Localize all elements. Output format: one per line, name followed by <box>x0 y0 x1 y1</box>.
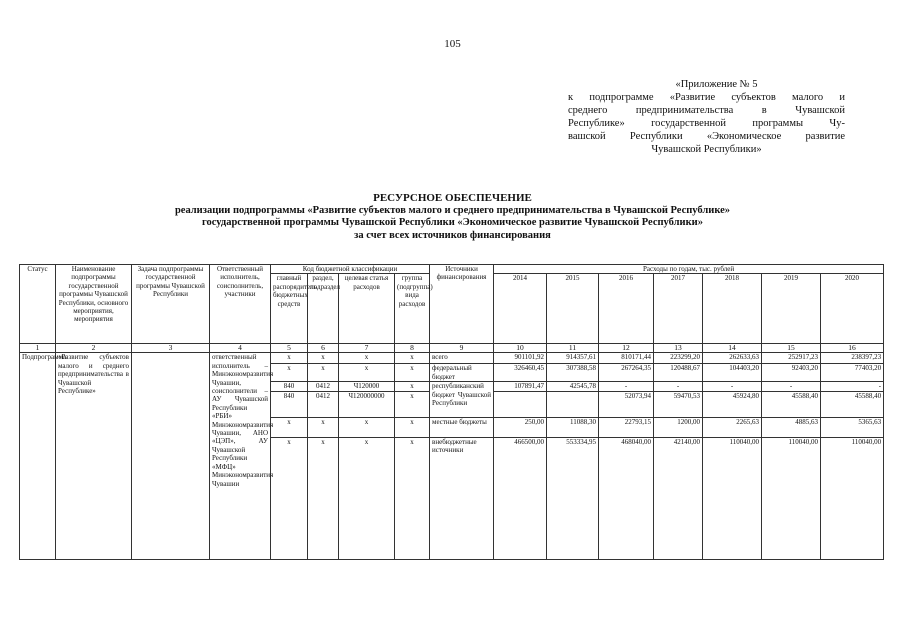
column-number: 16 <box>821 344 884 353</box>
source-cell: местные бюджеты <box>430 417 494 437</box>
header-expenses: Расходы по годам, тыс. рублей <box>494 265 884 274</box>
header-year: 2016 <box>599 274 654 344</box>
header-name: Наименование подпрограммы государственной программы Чувашской Республики, основного мероприятия, мероприятия <box>56 265 132 344</box>
column-number: 1 <box>20 344 56 353</box>
value-cell: - <box>762 382 821 391</box>
value-cell: 553334,95 <box>547 437 599 559</box>
value-cell: 466500,00 <box>494 437 547 559</box>
appendix-note <box>568 78 845 156</box>
page-number: 105 <box>444 38 461 50</box>
value-cell: 45588,40 <box>821 391 884 417</box>
executor-cell: ответственный исполнитель – Минэкономразвития Чувашии, соисполнители – АУ Чувашской Республики «РБИ» Минэкономразвития Чувашии, АНО «ЦЭП», АУ Чувашской Республики «МФЦ» Минэкономразвития Чувашии <box>210 353 271 559</box>
header-year: 2014 <box>494 274 547 344</box>
title-line: РЕСУРСНОЕ ОБЕСПЕЧЕНИЕ <box>373 192 532 204</box>
grbs-cell: x <box>271 417 308 437</box>
value-cell: 110040,00 <box>821 437 884 559</box>
resource-table <box>19 264 884 560</box>
value-cell <box>547 391 599 417</box>
value-cell: 2265,63 <box>703 417 762 437</box>
value-cell: 238397,23 <box>821 353 884 364</box>
source-cell: всего <box>430 353 494 364</box>
status-cell: Подпрограмма <box>20 353 56 559</box>
column-number: 8 <box>395 344 430 353</box>
header-task: Задача подпрограммы государственной программы Чувашской Республики <box>132 265 210 344</box>
header-group: группа (подгруппа) вида расходов <box>395 274 430 344</box>
column-number: 6 <box>308 344 339 353</box>
value-cell: 59470,53 <box>654 391 703 417</box>
column-number: 7 <box>339 344 395 353</box>
grbs-cell: x <box>271 353 308 364</box>
header-year: 2018 <box>703 274 762 344</box>
column-number: 5 <box>271 344 308 353</box>
value-cell: 4885,63 <box>762 417 821 437</box>
header-year: 2015 <box>547 274 599 344</box>
column-numbers-row <box>20 344 884 353</box>
appendix-line: среднего предпринимательства в Чувашской <box>568 105 845 116</box>
value-cell: 901101,92 <box>494 353 547 364</box>
header-budget-code: Код бюджетной классификации <box>271 265 430 274</box>
target-cell: x <box>339 437 395 559</box>
header-status: Статус <box>20 265 56 344</box>
column-number: 9 <box>430 344 494 353</box>
section-cell: x <box>308 364 339 382</box>
appendix-line: Республике» государственной программы Чу- <box>568 118 845 129</box>
value-cell: - <box>654 382 703 391</box>
header-year: 2017 <box>654 274 703 344</box>
title-line: государственной программы Чувашской Республики «Экономическое развитие Чувашской Республики» <box>202 217 703 228</box>
header-grbs: главный распорядитель бюджетных средств <box>271 274 308 344</box>
appendix-line: «Приложение № 5 <box>675 79 758 90</box>
section-cell: x <box>308 353 339 364</box>
header-year: 2019 <box>762 274 821 344</box>
group-cell: x <box>395 417 430 437</box>
header-executor: Ответственный исполнитель, соисполнитель, участники <box>210 265 271 344</box>
group-cell: x <box>395 391 430 417</box>
appendix-line: Чувашской Республики» <box>651 144 762 155</box>
source-cell: внебюджетные источники <box>430 437 494 559</box>
value-cell <box>494 391 547 417</box>
source-cell: федеральный бюджет <box>430 364 494 382</box>
target-cell: Ч120000000 <box>339 391 395 417</box>
value-cell: 326460,45 <box>494 364 547 382</box>
value-cell: 468040,00 <box>599 437 654 559</box>
title-line: за счет всех источников финансирования <box>354 229 551 241</box>
value-cell: 267264,35 <box>599 364 654 382</box>
section-cell: 0412 <box>308 391 339 417</box>
value-cell: 914357,61 <box>547 353 599 364</box>
value-cell: 223299,20 <box>654 353 703 364</box>
target-cell: x <box>339 353 395 364</box>
grbs-cell: 840 <box>271 382 308 391</box>
value-cell: - <box>599 382 654 391</box>
group-cell: x <box>395 437 430 559</box>
program-name-cell: «Развитие субъектов малого и среднего предпринимательства в Чувашской Республике» <box>56 353 132 559</box>
header-sources: Источники финансирования <box>430 265 494 344</box>
group-cell: x <box>395 353 430 364</box>
value-cell: 42545,78 <box>547 382 599 391</box>
value-cell: 77403,20 <box>821 364 884 382</box>
column-number: 2 <box>56 344 132 353</box>
appendix-line: вашской Республики «Экономическое развитие <box>568 131 845 142</box>
value-cell: 45588,40 <box>762 391 821 417</box>
value-cell: 45924,80 <box>703 391 762 417</box>
value-cell: 11088,30 <box>547 417 599 437</box>
value-cell: 5365,63 <box>821 417 884 437</box>
column-number: 12 <box>599 344 654 353</box>
value-cell: 262633,63 <box>703 353 762 364</box>
column-number: 13 <box>654 344 703 353</box>
appendix-line: к подпрограмме «Развитие субъектов малого и <box>568 92 845 103</box>
value-cell: 104403,20 <box>703 364 762 382</box>
header-section: раздел, подраздел <box>308 274 339 344</box>
value-cell: 810171,44 <box>599 353 654 364</box>
section-cell: x <box>308 437 339 559</box>
column-number: 3 <box>132 344 210 353</box>
value-cell: 52073,94 <box>599 391 654 417</box>
value-cell: - <box>821 382 884 391</box>
header-target: целевая статья расходов <box>339 274 395 344</box>
value-cell: 120488,67 <box>654 364 703 382</box>
value-cell: - <box>703 382 762 391</box>
value-cell: 1200,00 <box>654 417 703 437</box>
value-cell: 22793,15 <box>599 417 654 437</box>
value-cell: 110040,00 <box>762 437 821 559</box>
value-cell: 92403,20 <box>762 364 821 382</box>
target-cell: x <box>339 364 395 382</box>
value-cell: 110040,00 <box>703 437 762 559</box>
column-number: 4 <box>210 344 271 353</box>
target-cell: x <box>339 417 395 437</box>
group-cell: x <box>395 364 430 382</box>
section-cell: 0412 <box>308 382 339 391</box>
value-cell: 250,00 <box>494 417 547 437</box>
document-title <box>0 192 905 242</box>
section-cell: x <box>308 417 339 437</box>
task-cell <box>132 353 210 559</box>
table-row <box>20 353 884 364</box>
column-number: 15 <box>762 344 821 353</box>
grbs-cell: 840 <box>271 391 308 417</box>
group-cell: x <box>395 382 430 391</box>
target-cell: Ч120000 <box>339 382 395 391</box>
grbs-cell: x <box>271 437 308 559</box>
value-cell: 107891,47 <box>494 382 547 391</box>
source-cell: республиканский бюджет Чувашской Республики <box>430 382 494 417</box>
column-number: 11 <box>547 344 599 353</box>
value-cell: 42140,00 <box>654 437 703 559</box>
header-year: 2020 <box>821 274 884 344</box>
grbs-cell: x <box>271 364 308 382</box>
value-cell: 307388,58 <box>547 364 599 382</box>
column-number: 10 <box>494 344 547 353</box>
value-cell: 252917,23 <box>762 353 821 364</box>
title-line: реализации подпрограммы «Развитие субъектов малого и среднего предпринимательства в Чувашской Республике» <box>174 204 731 216</box>
column-number: 14 <box>703 344 762 353</box>
